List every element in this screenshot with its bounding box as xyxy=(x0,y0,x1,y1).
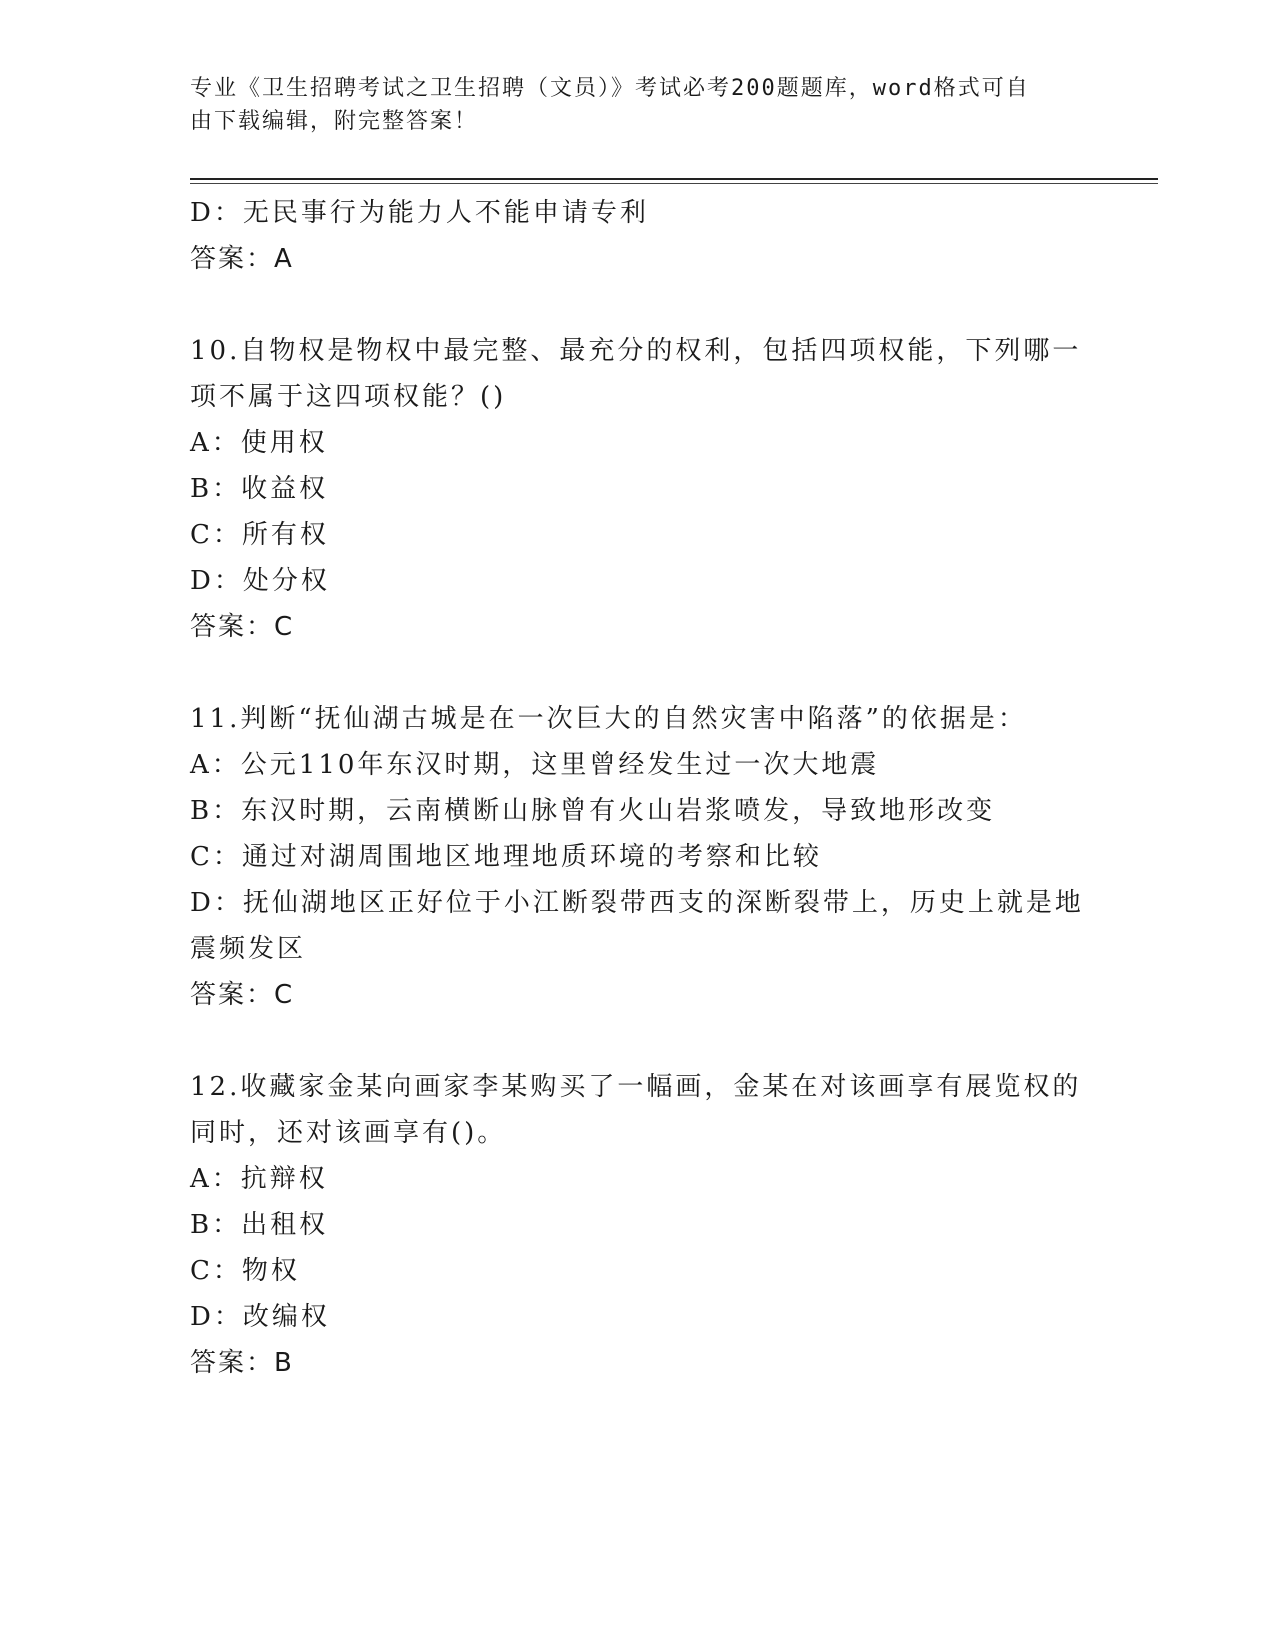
question-text-line-1: 12.收藏家金某向画家李某购买了一幅画，金某在对该画享有展览权的 xyxy=(190,1072,1082,1102)
previous-question-tail xyxy=(190,190,1090,282)
option-c: C：所有权 xyxy=(190,520,329,550)
question-list xyxy=(190,190,1090,1386)
answer: 答案：A xyxy=(190,244,294,274)
question-10 xyxy=(190,328,1090,650)
answer: 答案：C xyxy=(190,612,295,642)
header-line-2: 由下载编辑，附完整答案！ xyxy=(190,109,479,134)
header-line-1: 专业《卫生招聘考试之卫生招聘（文员）》考试必考200题题库，word格式可自 xyxy=(190,76,1030,101)
option-d: D：处分权 xyxy=(190,566,330,596)
answer: 答案：C xyxy=(190,980,295,1010)
option-c: C：通过对湖周围地区地理地质环境的考察和比较 xyxy=(190,842,822,872)
question-text-line-2: 同时，还对该画享有()。 xyxy=(190,1118,507,1148)
header-divider-thick xyxy=(190,178,1158,180)
option-d: D：改编权 xyxy=(190,1302,330,1332)
option-d: D：无民事行为能力人不能申请专利 xyxy=(190,198,649,228)
option-a: A：使用权 xyxy=(190,428,328,458)
option-a: A：公元110年东汉时期，这里曾经发生过一次大地震 xyxy=(190,750,880,780)
option-a: A：抗辩权 xyxy=(190,1164,328,1194)
document-header xyxy=(190,72,1080,138)
option-b: B：收益权 xyxy=(190,474,329,504)
question-text-line-2: 项不属于这四项权能？() xyxy=(190,382,507,412)
answer: 答案：B xyxy=(190,1348,294,1378)
question-text-line-1: 11.判断“抚仙湖古城是在一次巨大的自然灾害中陷落”的依据是： xyxy=(190,704,1027,734)
question-11 xyxy=(190,696,1090,1018)
spacer xyxy=(190,1018,1090,1064)
option-b: B：出租权 xyxy=(190,1210,329,1240)
spacer xyxy=(190,650,1090,696)
option-d-line-2: 震频发区 xyxy=(190,934,307,964)
spacer xyxy=(190,282,1090,328)
option-c: C：物权 xyxy=(190,1256,300,1286)
question-12 xyxy=(190,1064,1090,1386)
question-text-line-1: 10.自物权是物权中最完整、最充分的权利，包括四项权能，下列哪一 xyxy=(190,336,1082,366)
option-b: B：东汉时期，云南横断山脉曾有火山岩浆喷发，导致地形改变 xyxy=(190,796,996,826)
header-divider-thin xyxy=(190,183,1158,184)
option-d-line-1: D：抚仙湖地区正好位于小江断裂带西支的深断裂带上，历史上就是地 xyxy=(190,888,1084,918)
